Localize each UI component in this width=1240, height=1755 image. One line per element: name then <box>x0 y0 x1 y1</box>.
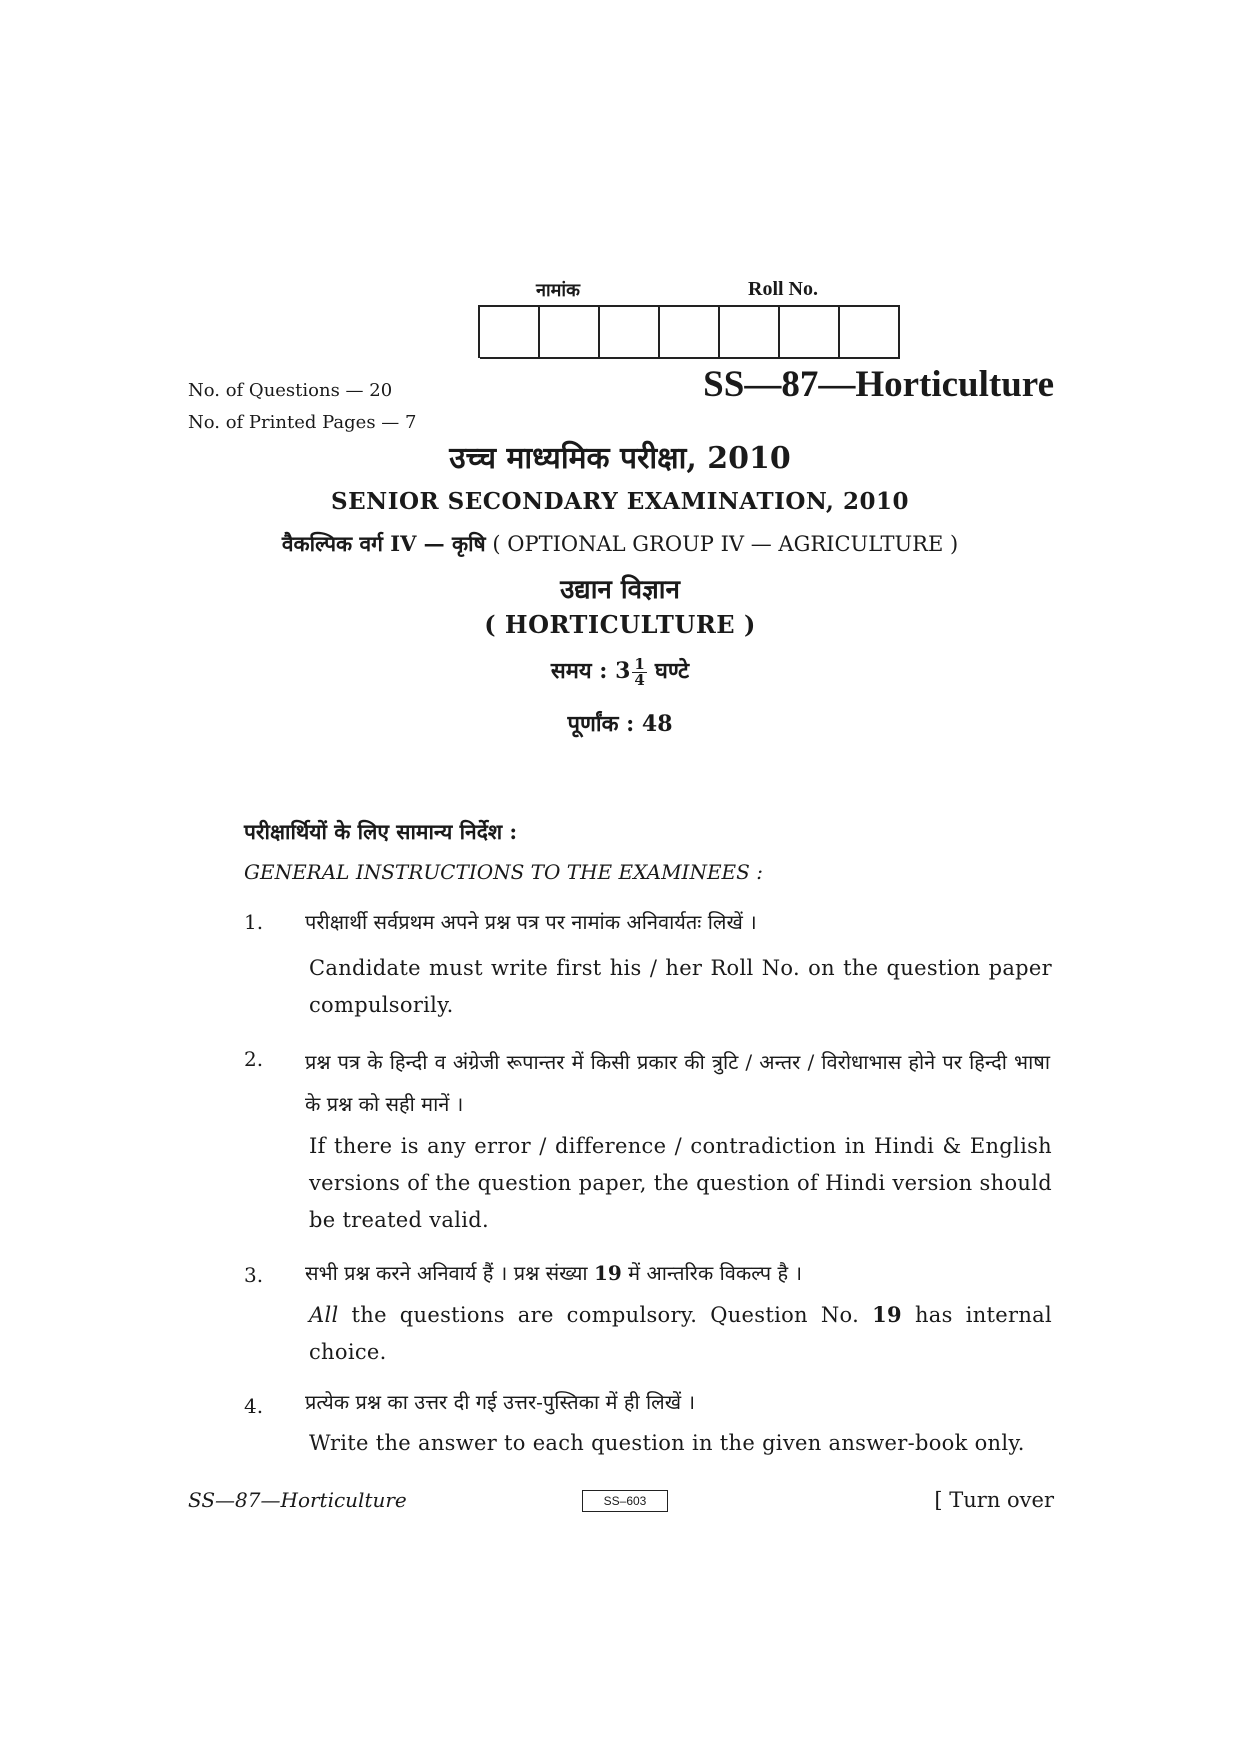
instruction-hindi-part: में आन्तरिक विकल्प है । <box>621 1261 803 1285</box>
instruction-english-part: has internal choice. <box>309 1303 1052 1364</box>
optional-group-line <box>0 530 1240 558</box>
instruction-number: 3. <box>244 1263 264 1287</box>
roll-digit-box[interactable] <box>600 305 660 359</box>
time-fraction-denominator: 4 <box>634 670 645 689</box>
roll-digit-box[interactable] <box>480 305 540 359</box>
instruction-english: Candidate must write first his / her Roll No. on the question paper compulsorily. <box>309 956 1052 1017</box>
maximum-marks: पूर्णांक : 48 <box>567 711 673 737</box>
question-number-ref: 19 <box>593 1261 622 1285</box>
footer-page-code: SS–603 <box>582 1490 668 1512</box>
instruction-hindi: परीक्षार्थी सर्वप्रथम अपने प्रश्न पत्र पर नामांक अनिवार्यतः लिखें । <box>305 910 757 934</box>
paper-code-title: SS—87—Horticulture <box>703 364 1054 405</box>
emphasis-all: All <box>309 1303 339 1327</box>
time-fraction-numerator: 1 <box>634 654 645 673</box>
footer-paper-code: SS—87—Horticulture <box>188 1488 407 1512</box>
exam-title-english: SENIOR SECONDARY EXAMINATION, 2010 <box>331 488 909 515</box>
instruction-english: If there is any error / difference / contradiction in Hindi & English versions of the question paper, the question of Hindi version should be treated valid. <box>309 1134 1052 1232</box>
instruction-hindi <box>305 1259 1050 1286</box>
roll-digit-box[interactable] <box>660 305 720 359</box>
optional-group-hindi: वैकल्पिक वर्ग IV — कृषि <box>281 531 486 556</box>
instruction-number: 2. <box>244 1047 264 1071</box>
printed-pages-count: No. of Printed Pages — 7 <box>188 412 417 433</box>
roll-digit-box[interactable] <box>540 305 600 359</box>
roll-label-english: Roll No. <box>748 278 818 300</box>
roll-digit-box[interactable] <box>840 305 900 359</box>
roll-digit-box[interactable] <box>780 305 840 359</box>
instruction-hindi: प्रश्न पत्र के हिन्दी व अंग्रेजी रूपान्तर में किसी प्रकार की त्रुटि / अन्तर / विरोधाभास होने पर हिन्दी भाषा के प्रश्न को सही मानें । <box>305 1050 1050 1116</box>
instruction-english: Write the answer to each question in the given answer-book only. <box>309 1431 1025 1455</box>
instruction-number: 4. <box>244 1394 264 1418</box>
instruction-english <box>309 1296 1052 1371</box>
turn-over-note: [ Turn over <box>934 1488 1054 1512</box>
time-unit: घण्टे <box>654 658 690 684</box>
roll-label-hindi: नामांक <box>536 280 580 301</box>
instruction-hindi-part: सभी प्रश्न करने अनिवार्य हैं । प्रश्न संख्या <box>305 1261 594 1285</box>
time-fraction <box>632 654 646 689</box>
instruction-number: 1. <box>244 910 264 934</box>
roll-number-boxes <box>478 305 900 358</box>
instruction-english-part: the questions are compulsory. Question No. <box>338 1303 873 1327</box>
subject-title-hindi: उद्यान विज्ञान <box>560 575 680 605</box>
instructions-heading-english: GENERAL INSTRUCTIONS TO THE EXAMINEES : <box>244 860 763 884</box>
roll-digit-box[interactable] <box>720 305 780 359</box>
roll-number-labels <box>480 278 900 304</box>
time-allowed <box>0 655 1240 688</box>
optional-group-english: ( OPTIONAL GROUP IV — AGRICULTURE ) <box>492 532 959 556</box>
instruction-hindi: प्रत्येक प्रश्न का उत्तर दी गई उत्तर-पुस्तिका में ही लिखें । <box>305 1390 696 1414</box>
exam-title-hindi: उच्च माध्यमिक परीक्षा, 2010 <box>449 441 791 476</box>
subject-title-english: ( HORTICULTURE ) <box>484 610 756 639</box>
instructions-heading-hindi: परीक्षार्थियों के लिए सामान्य निर्देश : <box>244 819 518 844</box>
question-count: No. of Questions — 20 <box>188 380 393 401</box>
question-number-ref: 19 <box>872 1302 902 1327</box>
time-label: समय : 3 <box>550 658 631 684</box>
